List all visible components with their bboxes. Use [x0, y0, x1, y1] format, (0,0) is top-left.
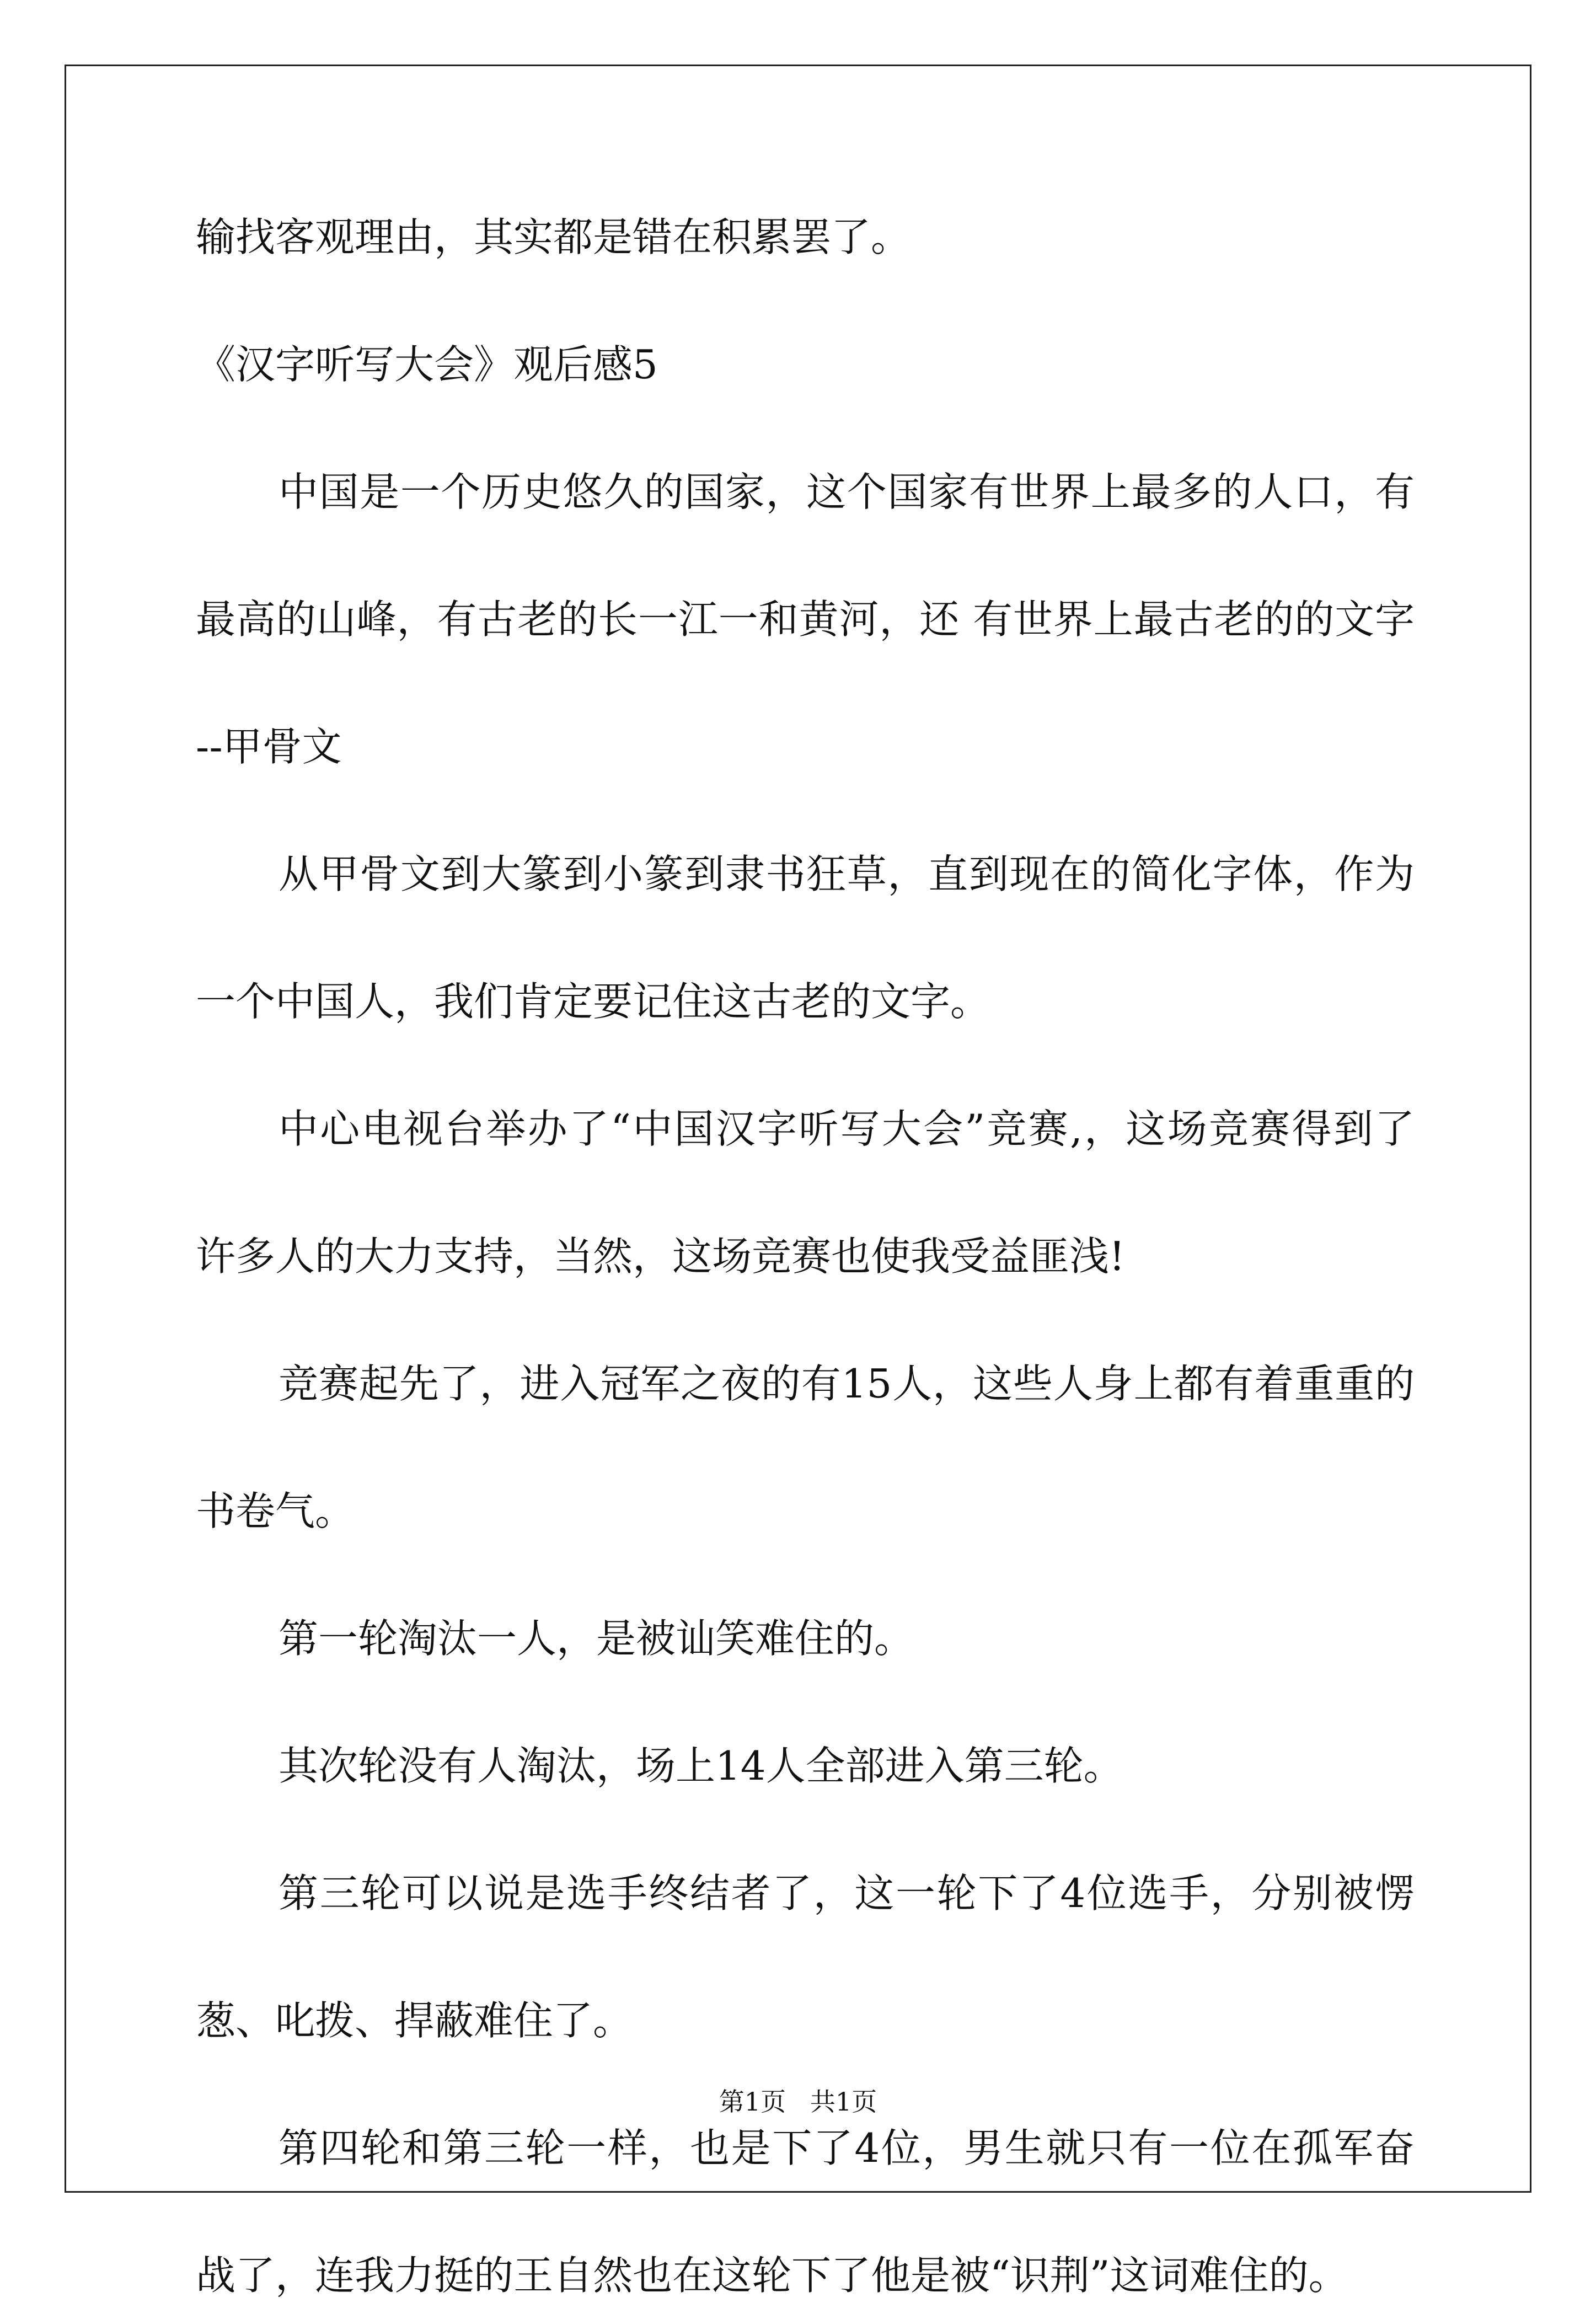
paragraph-line: 从甲骨文到大篆到小篆到隶书狂草，直到现在的简化字体，作为: [279, 851, 1415, 897]
paragraph-line: 竞赛起先了，进入冠军之夜的有15人，这些人身上都有着重重的: [279, 1361, 1415, 1407]
paragraph-line: 战了，连我力挺的王自然也在这轮下了他是被“识荆”这词难住的。: [196, 2252, 1348, 2299]
paragraph-line: 第一轮淘汰一人，是被讪笑难住的。: [279, 1615, 914, 1662]
text-line: 输找客观理由，其实都是错在积累罢了。: [196, 214, 911, 260]
page-number: 第1页 共1页: [719, 2087, 877, 2117]
paragraph-line: --甲骨文: [196, 724, 342, 770]
paragraph-line: 书卷气。: [196, 1488, 355, 1534]
paragraph-line: 一个中国人，我们肯定要记住这古老的文字。: [196, 978, 990, 1025]
paragraph-line: 其次轮没有人淘汰，场上14人全部进入第三轮。: [279, 1743, 1123, 1789]
paragraph-line: 第三轮可以说是选手终结者了，这一轮下了4位选手，分别被愣: [279, 1870, 1415, 1916]
section-heading: 《汉字听写大会》观后感5: [196, 341, 658, 388]
paragraph-line: 葱、叱拨、捍蔽难住了。: [196, 1997, 633, 2044]
paragraph-line: 许多人的大力支持，当然，这场竞赛也使我受益匪浅!: [196, 1233, 1125, 1279]
paragraph-line: 中心电视台举办了“中国汉字听写大会”竞赛,，这场竞赛得到了: [279, 1106, 1415, 1152]
paragraph-line: 最高的山峰，有古老的长一江一和黄河，还 有世界上最古老的的文字: [196, 596, 1415, 642]
document-body: [196, 210, 1415, 2303]
paragraph-line: 第四轮和第三轮一样，也是下了4位，男生就只有一位在孤军奋: [279, 2125, 1415, 2171]
paragraph-line: 中国是一个历史悠久的国家，这个国家有世界上最多的人口，有: [279, 469, 1415, 515]
